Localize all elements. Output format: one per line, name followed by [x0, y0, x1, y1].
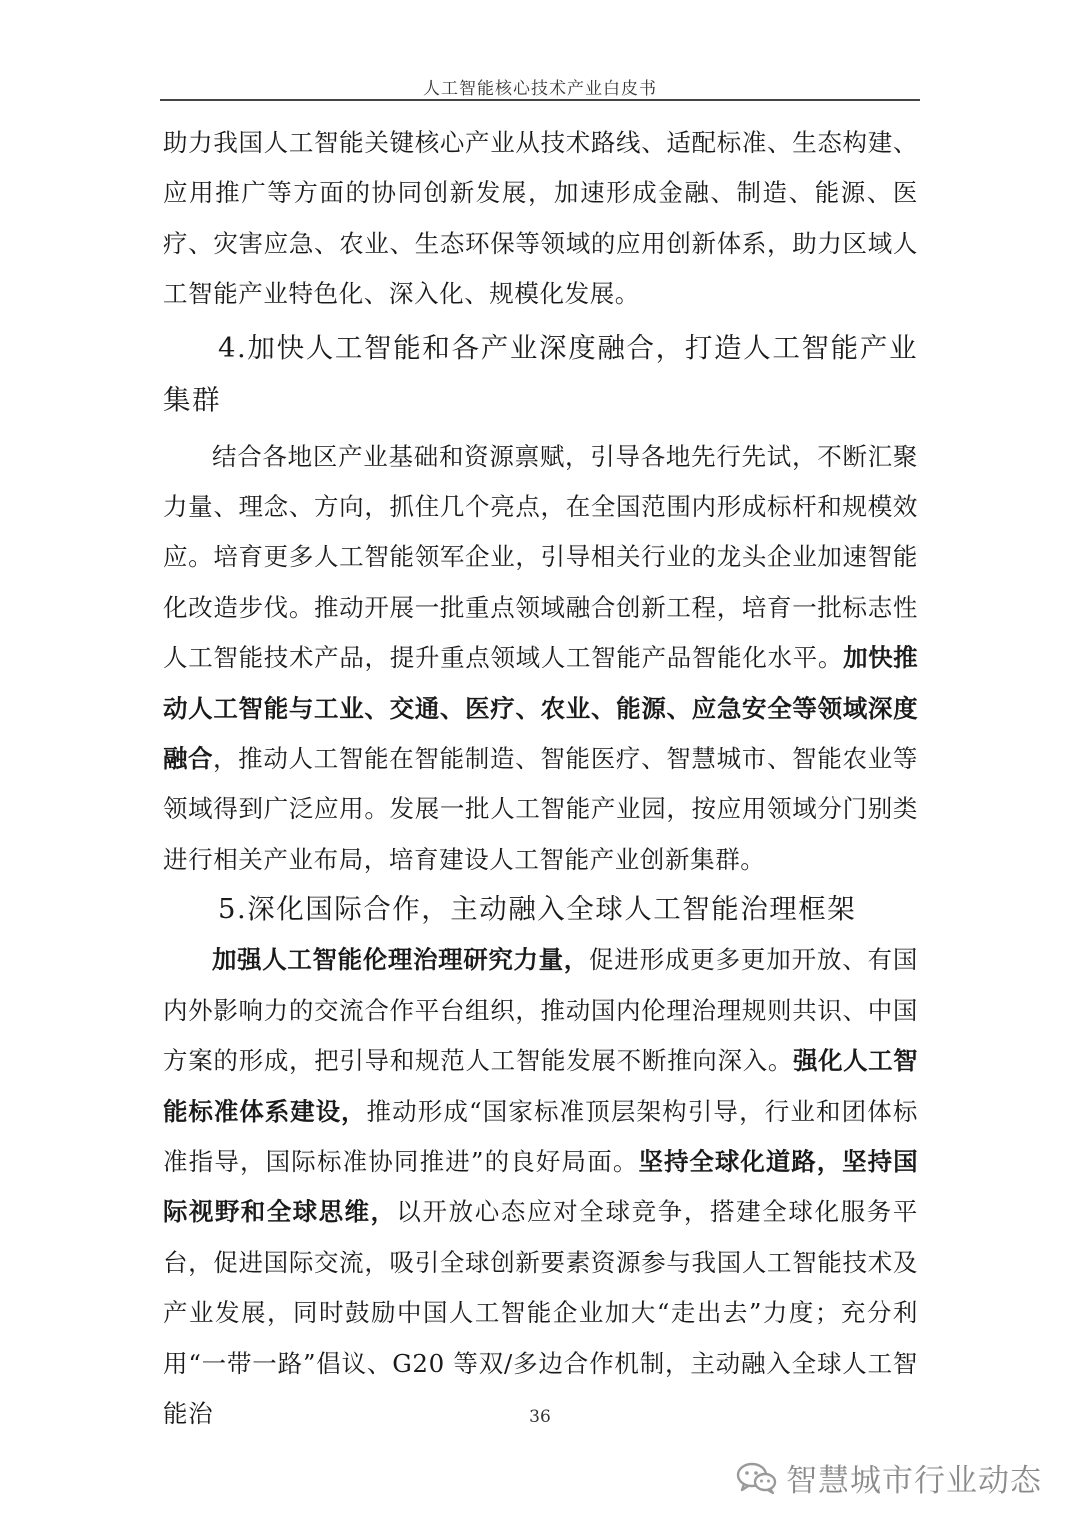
paragraph-1: 助力我国人工智能关键核心产业从技术路线、适配标准、生态构建、应用推广等方面的协同创新发展，加速形成金融、制造、能源、医疗、灾害应急、农业、生态环保等领域的应用创新体系，助力区域人工智能产业特色化、深入化、规模化发展。 — [163, 128, 918, 309]
paragraph-3-bold-c: 强化人工智能标准体系建设， — [163, 1046, 919, 1126]
page-number: 36 — [529, 1407, 551, 1427]
paragraph-3-text-b: 促进形成更多更加开放、有国内外影响力的交流合作平台组织，推动国内伦理治理规则共识、中国方案的形成，把引导和规范人工智能发展不断推向深入。 — [163, 945, 918, 1076]
header-divider — [160, 99, 920, 101]
paragraph-3-text-f: 以开放心态应对全球竞争，搭建全球化服务平台，促进国际交流，吸引全球创新要素资源参与我国人工智能技术及产业发展，同时鼓励中国人工智能企业加大“走出去”力度；充分利用“一带一路”倡议、G20 等双/多边合作机制，主动融入全球人工智能治 — [163, 1197, 918, 1428]
document-body — [163, 118, 918, 1439]
section-heading-5: 5.深化国际合作，主动融入全球人工智能治理框架 — [218, 893, 857, 926]
paragraph-2-text-c: ，推动人工智能在智能制造、智能医疗、智慧城市、智能农业等领域得到广泛应用。发展一批人工智能产业园，按应用领域分门别类进行相关产业布局，培育建设人工智能产业创新集群。 — [163, 744, 918, 874]
paragraph-2 — [163, 432, 918, 886]
watermark — [736, 1455, 1042, 1500]
section-heading-4: 4.加快人工智能和各产业深度融合，打造人工智能产业集群 — [163, 331, 918, 416]
paragraph-3 — [163, 935, 918, 1439]
paragraph-2-text-a: 结合各地区产业基础和资源禀赋，引导各地先行先试，不断汇聚力量、理念、方向，抓住几个亮点，在全国范围内形成标杆和规模效应。培育更多人工智能领军企业，引导相关行业的龙头企业加速智能化改造步伐。推动开展一批重点领域融合创新工程，培育一批标志性人工智能技术产品，提升重点领域人工智能产品智能化水平。 — [163, 441, 918, 673]
header-title: 人工智能核心技术产业白皮书 — [423, 79, 657, 99]
paragraph-3-bold-e: 坚持全球化道路，坚持国际视野和全球思维， — [163, 1146, 918, 1227]
wechat-icon — [736, 1461, 778, 1495]
paragraph-2-bold: 加快推动人工智能与工业、交通、医疗、农业、能源、应急安全等领域深度融合 — [163, 643, 919, 774]
watermark-text: 智慧城市行业动态 — [786, 1463, 1042, 1499]
paragraph-3-text-d: 推动形成“国家标准顶层架构引导，行业和团体标准指导，国际标准协同推进”的良好局面。 — [163, 1096, 918, 1176]
paragraph-3-bold-a: 加强人工智能伦理治理研究力量， — [212, 945, 589, 975]
